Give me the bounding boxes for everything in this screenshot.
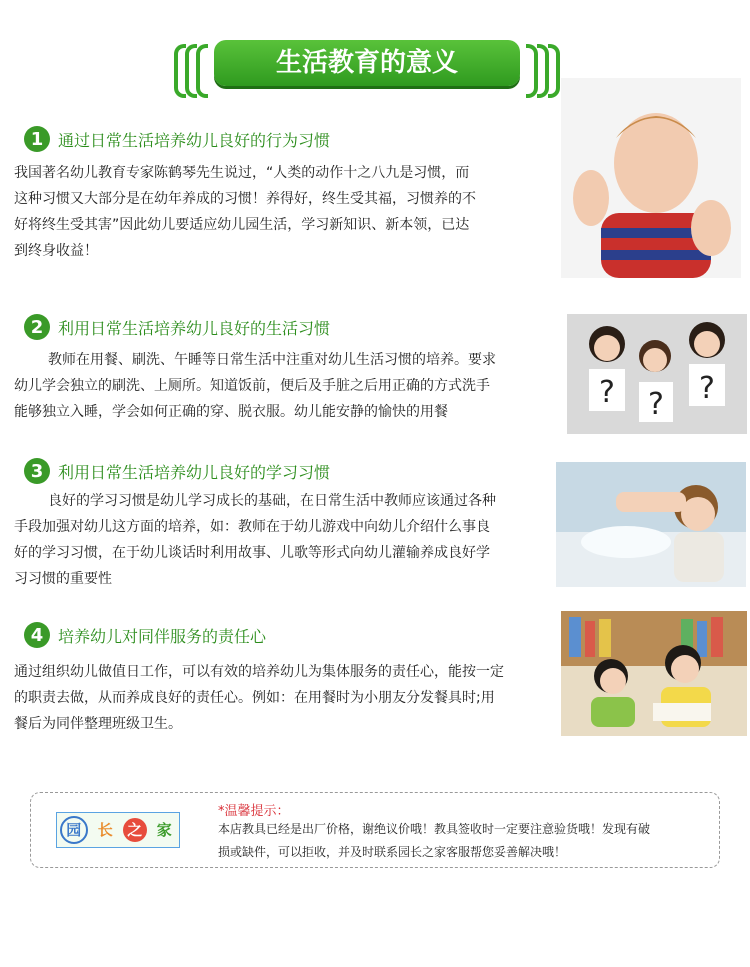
section-number-badge: 4 (24, 622, 50, 648)
paragraph-line: 能够独立入睡，学会如何正确的穿、脱衣服。幼儿能安静的愉快的用餐 (14, 404, 448, 420)
paragraph-line: 手段加强对幼儿这方面的培养，如：教师在于幼儿游戏中向幼儿介绍什么事良 (14, 519, 490, 535)
logo-char: 之 (123, 818, 147, 842)
section-paragraph-3 (14, 488, 554, 592)
paragraph-line: 良好的学习习惯是幼儿学习成长的基础，在日常生活中教师应该通过各种 (48, 493, 496, 509)
logo-char: 家 (156, 821, 172, 839)
photo-children-question-marks (567, 314, 747, 434)
svg-text:?: ? (648, 387, 664, 422)
paragraph-line: 教师在用餐、刷洗、午睡等日常生活中注重对幼儿生活习惯的培养。要求 (48, 352, 496, 368)
logo-char: 园 (60, 816, 88, 844)
paragraph-line: 到终身收益！ (14, 243, 98, 259)
svg-text:?: ? (599, 375, 615, 410)
section-title: 培养幼儿对同伴服务的责任心 (58, 626, 267, 646)
photo-child-washing-hands-image (556, 462, 746, 587)
section-number-badge: 3 (24, 458, 50, 484)
section-heading-3 (24, 458, 330, 484)
paragraph-line: 我国著名幼儿教育专家陈鹤琴先生说过，“人类的动作十之八九是习惯，而 (14, 165, 470, 181)
brand-logo (56, 812, 180, 848)
photo-children-reading-image (561, 611, 747, 736)
notice-text (218, 818, 698, 864)
section-paragraph-4 (14, 659, 554, 737)
section-heading-1 (24, 126, 330, 152)
notice-line: 本店教具已经是出厂价格，谢绝议价哦！教具签收时一定要注意验货哦！发现有破 (218, 822, 651, 836)
logo-char: 长 (97, 821, 113, 839)
section-title: 利用日常生活培养幼儿良好的学习习惯 (58, 462, 331, 482)
paragraph-line: 习习惯的重要性 (14, 571, 112, 587)
photo-child-counting-fingers (561, 78, 741, 278)
photo-children-question-marks-image (567, 314, 747, 434)
section-heading-2 (24, 314, 330, 340)
paragraph-line: 的职责去做，从而养成良好的责任心。例如：在用餐时为小朋友分发餐具时;用 (14, 690, 495, 706)
section-number-badge: 2 (24, 314, 50, 340)
paragraph-line: 幼儿学会独立的刷洗、上厕所。知道饭前，便后及手脏之后用正确的方式洗手 (14, 378, 490, 394)
paragraph-line: 餐后为同伴整理班级卫生。 (14, 716, 182, 732)
section-title: 利用日常生活培养幼儿良好的生活习惯 (58, 318, 331, 338)
photo-child-counting-fingers-image (561, 78, 741, 278)
section-heading-4 (24, 622, 266, 648)
paragraph-line: 这种习惯又大部分是在幼年养成的习惯！养得好，终生受其福，习惯养的不 (14, 191, 476, 207)
photo-child-washing-hands (556, 462, 746, 587)
svg-text:?: ? (699, 371, 715, 406)
section-paragraph-2 (14, 347, 559, 425)
banner-right-brackets (520, 44, 560, 92)
paragraph-line: 通过组织幼儿做值日工作，可以有效的培养幼儿为集体服务的责任心，能按一定 (14, 664, 504, 680)
banner-left-brackets (174, 44, 214, 92)
paragraph-line: 好的学习习惯，在于幼儿谈话时利用故事、儿歌等形式向幼儿灌输养成良好学 (14, 545, 490, 561)
section-paragraph-1 (14, 160, 554, 264)
photo-children-reading (561, 611, 747, 736)
section-title: 通过日常生活培养幼儿良好的行为习惯 (58, 130, 331, 150)
section-number-badge: 1 (24, 126, 50, 152)
page-title: 生活教育的意义 (214, 40, 520, 86)
notice-line: 损或缺件，可以拒收，并及时联系园长之家客服帮您妥善解决哦！ (218, 845, 567, 859)
notice-title: *温馨提示： (218, 804, 290, 819)
paragraph-line: 好将终生受其害”因此幼儿要适应幼儿园生活，学习新知识、新本领，已达 (14, 217, 470, 233)
